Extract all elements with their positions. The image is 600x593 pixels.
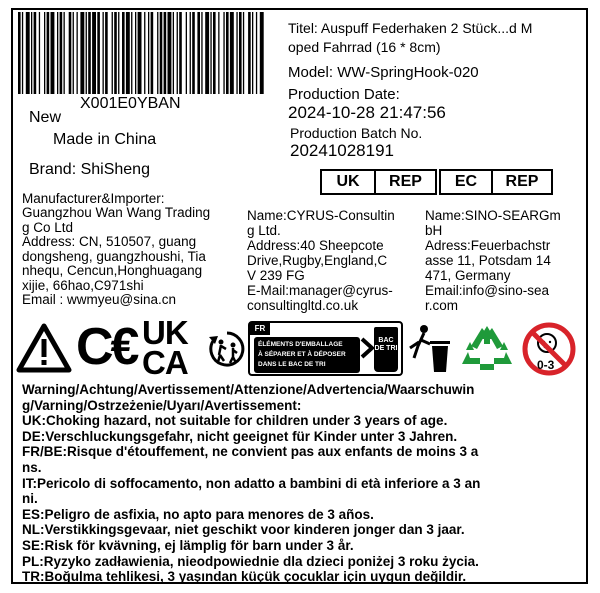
barcode-bar bbox=[201, 12, 202, 94]
eu-rep-line: 471, Germany bbox=[425, 268, 511, 283]
warning-nl: NL:Verstikkingsgevaar, niet geschikt voor kinderen jonger dan 3 jaar. bbox=[22, 522, 465, 538]
condition-label: New bbox=[29, 109, 62, 126]
barcode-bar bbox=[69, 12, 72, 94]
barcode-bar bbox=[260, 12, 264, 94]
barcode-bar bbox=[239, 12, 242, 94]
barcode-bar bbox=[243, 12, 244, 94]
rep-stamp-text-2: REP bbox=[505, 173, 539, 190]
uk-rep-stamp bbox=[320, 169, 437, 195]
warning-heading-cont: g/Varning/Ostrzeżenie/Uyarı/Avertissement: bbox=[22, 397, 302, 413]
barcode-bar bbox=[190, 12, 191, 94]
brand-label: Brand: ShiSheng bbox=[29, 161, 150, 178]
barcode-bar bbox=[114, 12, 117, 94]
barcode-bar bbox=[122, 12, 125, 94]
ukca-top: UK bbox=[142, 314, 188, 351]
barcode-bar bbox=[205, 12, 209, 94]
barcode-bar bbox=[135, 12, 136, 94]
barcode-bar bbox=[64, 12, 65, 94]
triman-fr-badge: FR bbox=[250, 323, 270, 335]
uk-rep-line: consultingltd.co.uk bbox=[247, 298, 359, 313]
triman-icon bbox=[208, 330, 246, 368]
barcode-bar bbox=[112, 12, 113, 94]
barcode-bar bbox=[51, 12, 55, 94]
production-date-label: Production Date: bbox=[288, 86, 400, 103]
barcode-bar bbox=[97, 12, 100, 94]
eu-rep-line: Name:SINO-SEARGm bbox=[425, 208, 561, 223]
title-line-1: Titel: Auspuff Federhaken 2 Stück...d M bbox=[288, 20, 533, 36]
ec-rep-stamp bbox=[439, 169, 553, 195]
warning-es: ES:Peligro de asfixia, no apto para menores de 3 años. bbox=[22, 506, 374, 522]
eu-rep-line: bH bbox=[425, 223, 443, 238]
warning-it: IT:Pericolo di soffocamento, non adatto a bambini di età inferiore a 3 an bbox=[22, 475, 481, 491]
triman-line-3: DANS LE BAC DE TRI bbox=[258, 361, 326, 368]
rep-stamp-text: REP bbox=[389, 173, 422, 190]
uk-rep-line: Name:CYRUS-Consultin bbox=[247, 208, 395, 223]
barcode-bar bbox=[57, 12, 58, 94]
warning-heading: Warning/Achtung/Avertissement/Attenzione/Advertencia/Waarschuwin bbox=[22, 382, 475, 397]
eu-rep-line: asse 11, Potsdam 14 bbox=[425, 253, 551, 268]
barcode-bar bbox=[148, 12, 149, 94]
barcode-bar bbox=[256, 12, 257, 94]
barcode-bar bbox=[34, 12, 37, 94]
barcode-bar bbox=[22, 12, 23, 94]
warning-uk: UK:Choking hazard, not suitable for children under 3 years of age. bbox=[22, 413, 448, 429]
warning-fr: FR/BE:Risque d'étouffement, ne convient pas aux enfants de moins 3 a bbox=[22, 444, 479, 460]
barcode-bar bbox=[226, 12, 229, 94]
ce-mark-icon: C€ bbox=[76, 318, 137, 376]
ukca-mark-icon bbox=[142, 314, 188, 381]
barcode-bar bbox=[31, 12, 32, 94]
eu-rep-block bbox=[425, 208, 580, 313]
warning-block bbox=[22, 382, 578, 585]
barcode-bar bbox=[186, 12, 187, 94]
barcode-bar bbox=[47, 12, 50, 94]
barcode-bar bbox=[177, 12, 178, 94]
barcode-bar bbox=[103, 12, 104, 94]
triman-line-1: ÉLÉMENTS D'EMBALLAGE bbox=[258, 341, 343, 348]
triman-info-icon bbox=[248, 321, 403, 376]
manufacturer-line: Email : wwmyeu@sina.cn bbox=[22, 292, 176, 307]
uk-rep-line: Address:40 Sheepcote bbox=[247, 238, 384, 253]
barcode-bar bbox=[218, 12, 219, 94]
manufacturer-line: Address: CN, 510507, guang bbox=[22, 234, 197, 249]
barcode-bar bbox=[252, 12, 253, 94]
uk-rep-line: V 239 FG bbox=[247, 268, 305, 283]
uk-rep-line: E-Mail:manager@cyrus- bbox=[247, 283, 393, 298]
barcode-bar bbox=[138, 12, 142, 94]
uk-stamp-text: UK bbox=[322, 171, 376, 193]
barcode-bar bbox=[160, 12, 163, 94]
barcode-bar bbox=[18, 12, 21, 94]
barcode-bar bbox=[105, 12, 108, 94]
barcode-bar bbox=[118, 12, 119, 94]
manufacturer-line: dongsheng, guangzhoushi, Tia bbox=[22, 248, 206, 264]
barcode-bar bbox=[230, 12, 234, 94]
barcode-bar bbox=[44, 12, 45, 94]
barcode-bar bbox=[236, 12, 237, 94]
manufacturer-line: Guangzhou Wan Wang Trading bbox=[22, 205, 211, 220]
manufacturer-line: nhequ, Cencun,Honghuagang bbox=[22, 263, 203, 278]
origin-label: Made in China bbox=[53, 131, 157, 148]
barcode-graphic bbox=[16, 12, 264, 94]
manufacturer-line: g Co Ltd bbox=[22, 219, 74, 235]
production-batch-label: Production Batch No. bbox=[290, 125, 423, 141]
ukca-bottom: CA bbox=[142, 344, 188, 381]
barcode-bar bbox=[80, 12, 84, 94]
title-line-2: oped Fahrrad (16 * 8cm) bbox=[288, 39, 441, 55]
barcode-bar bbox=[223, 12, 224, 94]
barcode-bar bbox=[131, 12, 132, 94]
barcode-bar bbox=[60, 12, 63, 94]
barcode-bar bbox=[126, 12, 130, 94]
warning-triangle-icon bbox=[16, 322, 72, 374]
barcode-bar bbox=[86, 12, 87, 94]
barcode-bar bbox=[73, 12, 74, 94]
recycle-icon bbox=[458, 322, 516, 374]
manufacturer-line: xijie, 66hao,C971shi bbox=[22, 277, 144, 293]
ec-stamp-text: EC bbox=[441, 171, 493, 193]
barcode-bar bbox=[179, 12, 182, 94]
uk-rep-line: g Ltd. bbox=[247, 223, 281, 238]
barcode-bar bbox=[26, 12, 30, 94]
warning-it-cont: ni. bbox=[22, 491, 38, 507]
warning-pl: PL:Ryzyko zadławienia, nieodpowiednie dla dzieci poniżej 3 roku życia. bbox=[22, 553, 479, 569]
barcode-bar bbox=[197, 12, 200, 94]
manufacturer-block bbox=[22, 206, 252, 308]
barcode-code: X001E0YBAN bbox=[80, 95, 181, 112]
barcode-bar bbox=[164, 12, 167, 94]
barcode-bar bbox=[192, 12, 195, 94]
warning-de: DE:Verschluckungsgefahr, nicht geeignet für Kinder unter 3 Jahren. bbox=[22, 428, 458, 444]
uk-rep-line: Drive,Rugby,England,C bbox=[247, 253, 388, 268]
barcode-bar bbox=[173, 12, 174, 94]
model-label: Model: WW-SpringHook-020 bbox=[288, 64, 479, 81]
eu-rep-line: r.com bbox=[425, 298, 459, 313]
barcode-bar bbox=[157, 12, 158, 94]
barcode-bar bbox=[39, 12, 40, 94]
weee-bin-icon bbox=[404, 320, 454, 376]
barcode-bar bbox=[213, 12, 216, 94]
arrow-right-icon bbox=[360, 331, 374, 365]
warning-tr: TR:Boğulma tehlikesi, 3 yaşından küçük çocuklar için uygun değildir. bbox=[22, 569, 467, 585]
triman-line-2: À SÉPARER ET À DÉPOSER bbox=[258, 351, 346, 358]
uk-rep-block bbox=[247, 208, 417, 313]
manufacturer-heading: Manufacturer&Importer: bbox=[22, 191, 165, 206]
barcode-bar bbox=[92, 12, 96, 94]
barcode-bar bbox=[88, 12, 91, 94]
age-label: 0-3 bbox=[537, 358, 555, 372]
eu-rep-line: Adress:Feuerbachstr bbox=[425, 238, 551, 253]
barcode-bar bbox=[144, 12, 145, 94]
eu-rep-line: Email:info@sino-sea bbox=[425, 283, 550, 298]
production-date-value: 2024-10-28 21:47:56 bbox=[288, 103, 446, 122]
triman-text bbox=[258, 340, 346, 370]
warning-fr-cont: ns. bbox=[22, 459, 42, 475]
warning-se: SE:Risk för kvävning, ej lämplig för barn under 3 år. bbox=[22, 537, 354, 553]
production-batch-value: 20241028191 bbox=[290, 141, 395, 160]
barcode-bar bbox=[210, 12, 211, 94]
barcode-bar bbox=[77, 12, 78, 94]
barcode-bar bbox=[168, 12, 172, 94]
bac-de-tri-bin: BAC DE TRI bbox=[374, 327, 398, 372]
barcode-bar bbox=[151, 12, 154, 94]
age-restriction-icon bbox=[521, 321, 577, 377]
barcode-bar bbox=[248, 12, 251, 94]
